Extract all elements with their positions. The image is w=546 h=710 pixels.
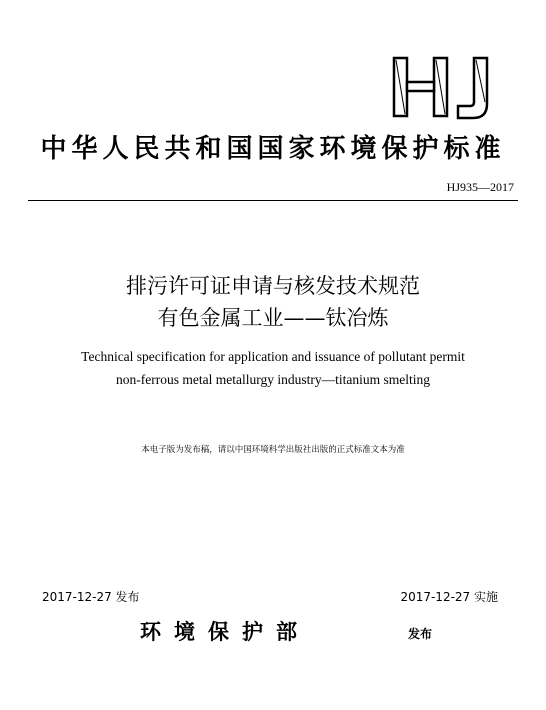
english-title-line-1: Technical specification for application and issuance of pollutant permit (81, 349, 465, 364)
standard-number: HJ935—2017 (446, 180, 514, 194)
hj-logo-j-letter (458, 58, 487, 118)
release-date: 2017-12-27 发布 (42, 590, 140, 604)
electronic-version-note: 本电子版为发布稿，请以中国环境科学出版社出版的正式标准文本为准 (141, 445, 405, 455)
header-title: 中华人民共和国国家环境保护标准 (40, 134, 506, 164)
hj-logo (390, 48, 520, 128)
chinese-title-line-1: 排污许可证申请与核发技术规范 (126, 274, 420, 298)
issuing-authority: 环境保护部 (140, 620, 310, 644)
effective-date: 2017-12-27 实施 (400, 590, 498, 604)
hj-logo-h-letter (394, 58, 447, 116)
header-divider (28, 200, 518, 201)
english-title-line-2: non-ferrous metal metallurgy industry—titanium smelting (116, 372, 430, 387)
chinese-title-line-2: 有色金属工业——钛冶炼 (157, 306, 389, 330)
issued-label: 发布 (408, 627, 433, 641)
